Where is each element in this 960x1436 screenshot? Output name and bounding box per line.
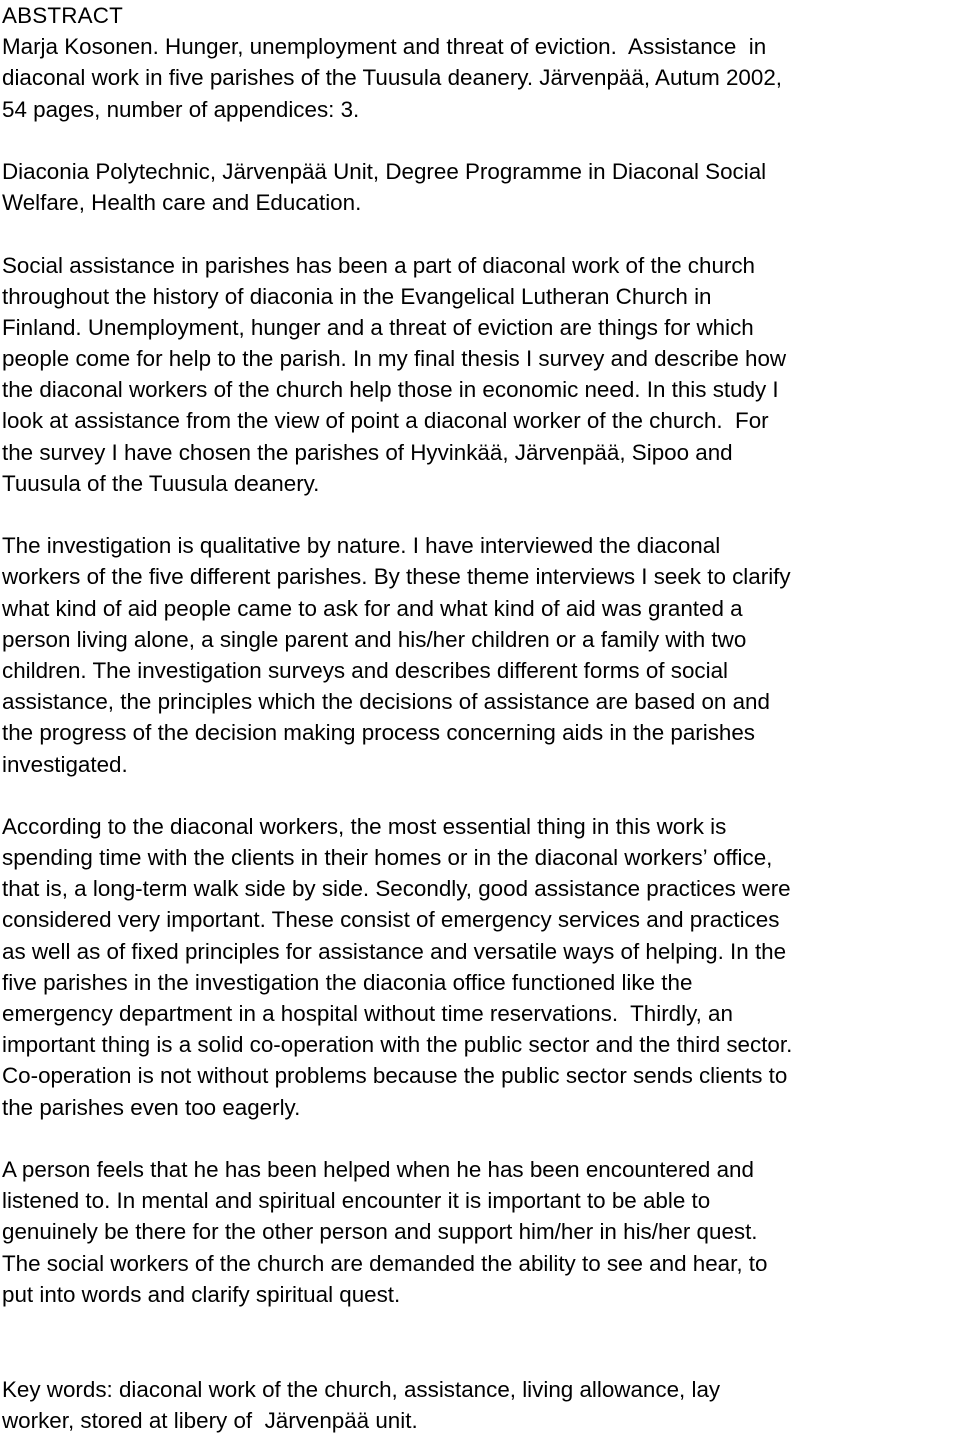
paragraph-line: emergency department in a hospital without time reservations. Thirdly, an xyxy=(2,1001,733,1026)
paragraph-line: Co-operation is not without problems because the public sector sends clients to xyxy=(2,1063,788,1089)
paragraph-line: important thing is a solid co-operation with the public sector and the third sector. xyxy=(2,1032,793,1058)
citation-line: 54 pages, number of appendices: 3. xyxy=(2,96,360,122)
paragraph-line: put into words and clarify spiritual quest. xyxy=(2,1281,401,1307)
paragraph-line: Tuusula of the Tuusula deanery. xyxy=(2,470,320,496)
paragraph-line: what kind of aid people came to ask for and what kind of aid was granted a xyxy=(2,595,743,621)
paragraph-investigation xyxy=(2,530,960,780)
paragraph-line: considered very important. These consist of emergency services and practices xyxy=(2,907,780,933)
paragraph-findings xyxy=(2,811,960,1123)
paragraph-line: throughout the history of diaconia in the Evangelical Lutheran Church in xyxy=(2,283,712,309)
paragraph-gap xyxy=(2,499,960,530)
paragraph-gap xyxy=(2,125,960,156)
paragraph-gap xyxy=(2,1310,960,1374)
institution-line: Welfare, Health care and Education. xyxy=(2,190,362,216)
paragraph-line: the survey I have chosen the parishes of Hyvinkää, Järvenpää, Sipoo and xyxy=(2,439,733,465)
paragraph-gap xyxy=(2,780,960,811)
paragraph-line: According to the diaconal workers, the most essential thing in this work is xyxy=(2,813,727,839)
paragraph-line: genuinely be there for the other person and support him/her in his/her quest. xyxy=(2,1219,758,1245)
institution-block xyxy=(2,156,960,218)
paragraph-line: five parishes in the investigation the diaconia office functioned like the xyxy=(2,969,693,995)
paragraph-line: Social assistance in parishes has been a part of diaconal work of the church xyxy=(2,252,756,278)
paragraph-line: people come for help to the parish. In my final thesis I survey and describe how xyxy=(2,346,787,372)
paragraph-line: the diaconal workers of the church help those in economic need. In this study I xyxy=(2,377,779,403)
institution-line: Diaconia Polytechnic, Järvenpää Unit, Degree Programme in Diaconal Social xyxy=(2,158,767,184)
paragraph-line: listened to. In mental and spiritual encounter it is important to be able to xyxy=(2,1188,711,1214)
paragraph-line: A person feels that he has been helped when he has been encountered and xyxy=(2,1156,754,1182)
paragraph-gap xyxy=(2,218,960,249)
paragraph-line: The social workers of the church are demanded the ability to see and hear, to xyxy=(2,1250,768,1276)
paragraph-line: Finland. Unemployment, hunger and a threat of eviction are things for which xyxy=(2,314,754,340)
paragraph-line: The investigation is qualitative by nature. I have interviewed the diaconal xyxy=(2,533,721,559)
abstract-heading: ABSTRACT xyxy=(2,3,124,28)
paragraph-line: spending time with the clients in their homes or in the diaconal workers’ office, xyxy=(2,845,773,871)
paragraph-social-assistance xyxy=(2,250,960,500)
paragraph-line: the parishes even too eagerly. xyxy=(2,1094,301,1120)
paragraph-gap xyxy=(2,1123,960,1154)
paragraph-line: look at assistance from the view of point a diaconal worker of the church. For xyxy=(2,408,769,434)
paragraph-line: the progress of the decision making process concerning aids in the parishes xyxy=(2,720,755,746)
paragraph-line: that is, a long-term walk side by side. Secondly, good assistance practices were xyxy=(2,876,791,902)
citation-line: diaconal work in five parishes of the Tuusula deanery. Järvenpää, Autum 2002, xyxy=(2,65,782,91)
paragraph-line: as well as of fixed principles for assistance and versatile ways of helping. In the xyxy=(2,938,787,964)
keywords-block xyxy=(2,1374,960,1436)
paragraph-line: children. The investigation surveys and describes different forms of social xyxy=(2,657,728,683)
paragraph-line: assistance, the principles which the decisions of assistance are based on and xyxy=(2,689,770,715)
paragraph-conclusion xyxy=(2,1154,960,1310)
keywords-line: worker, stored at libery of Järvenpää unit. xyxy=(2,1408,418,1434)
abstract-page xyxy=(2,0,960,1436)
keywords-line: Key words: diaconal work of the church, assistance, living allowance, lay xyxy=(2,1376,721,1402)
citation-block xyxy=(2,31,960,125)
citation-line: Marja Kosonen. Hunger, unemployment and threat of eviction. Assistance in xyxy=(2,34,767,60)
paragraph-line: investigated. xyxy=(2,751,128,777)
paragraph-line: person living alone, a single parent and his/her children or a family with two xyxy=(2,626,747,652)
paragraph-line: workers of the five different parishes. By these theme interviews I seek to clarify xyxy=(2,564,791,590)
